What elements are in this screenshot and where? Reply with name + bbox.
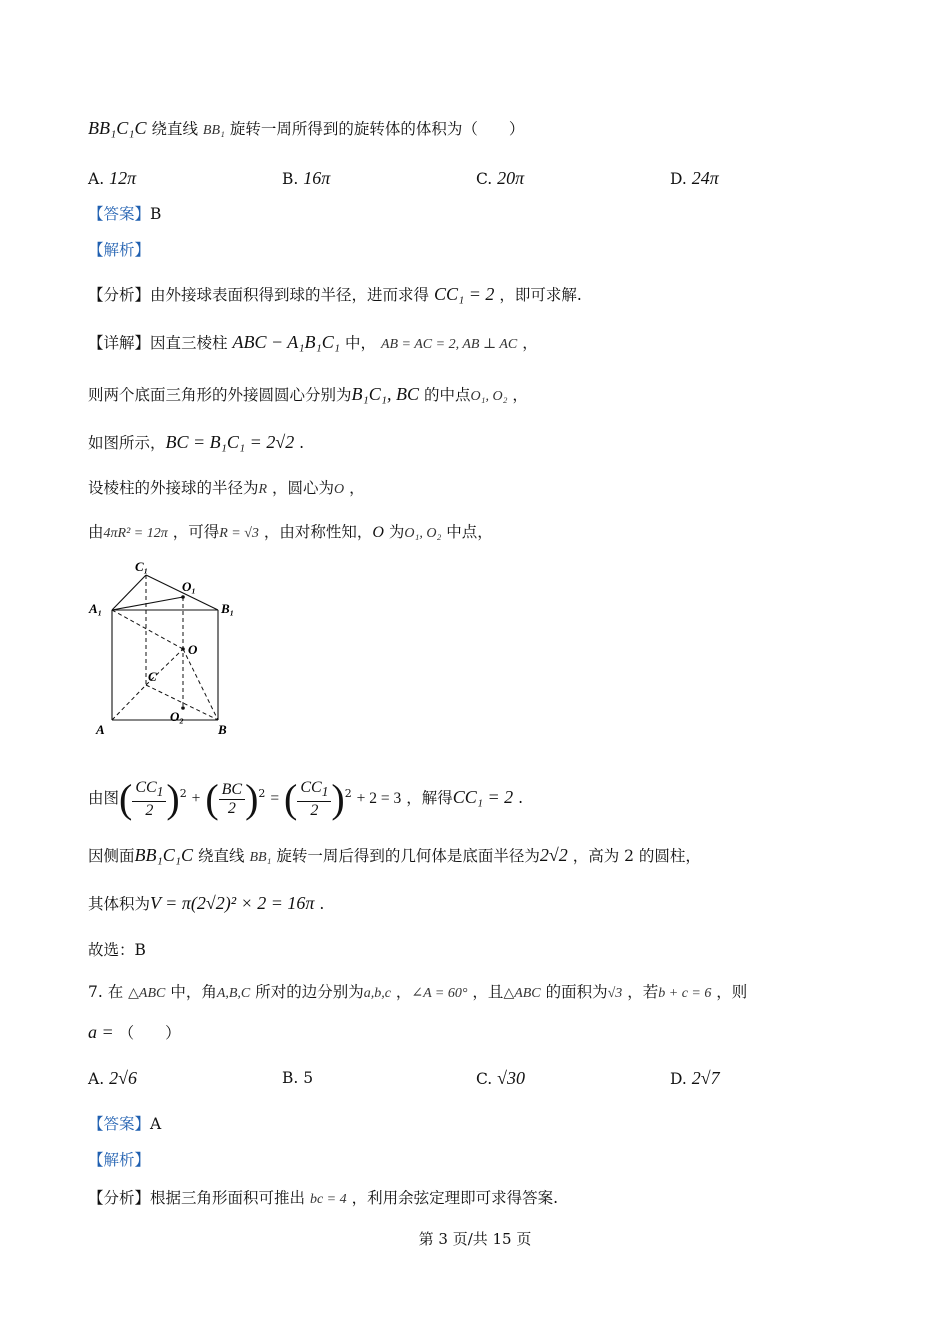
q7-answer: 【答案】A — [88, 1115, 162, 1133]
q6-xiangjie-3: 如图所示，BC = B₁C₁ = 2√2 . — [88, 432, 305, 452]
q7-fenxi: 【分析】根据三角形面积可推出 bc = 4 ，利用余弦定理即可求得答案. — [88, 1189, 559, 1207]
q6-equation: 由图( $\frac{CC_1}{2}$ )$^2$ + ( $\frac{BC}{2}$ )$^2$ = ( $\frac{CC_1}{2}$ )$^2$ + 2 = 3 ，解得CC₁ = 2 . — [88, 776, 524, 822]
q6-xiangjie-1: 【详解】因直三棱柱 ABC − A₁B₁C₁ 中， AB = AC = 2, AB ⊥ AC ， — [88, 332, 538, 352]
label-b: B — [218, 722, 227, 737]
q7-option-a: A. 2√6 — [88, 1068, 137, 1088]
q7-analysis-heading: 【解析】 — [88, 1151, 151, 1169]
q6-option-b: B. 16π — [282, 168, 331, 188]
q6-option-a: A. 12π — [88, 168, 137, 188]
q6-option-c: C. 20π — [476, 168, 525, 188]
q6-option-d: D. 24π — [670, 168, 719, 188]
q6-xiangjie-2: 则两个底面三角形的外接圆圆心分别为B₁C₁, BC 的中点O₁, O₂ ， — [88, 384, 528, 404]
label-c1: C₁ — [135, 559, 149, 574]
label-c: C — [148, 669, 157, 684]
page-footer: 第 3 页/共 15 页 — [418, 1230, 532, 1248]
prism-figure — [85, 555, 255, 745]
q6-fenxi: 【分析】由外接球表面积得到球的半径，进而求得 CC₁ = 2 ，即可求解. — [88, 284, 582, 304]
q7-option-c: C. √30 — [476, 1068, 526, 1088]
q7-stem: 7. 在 △ABC 中，角A,B,C 所对的边分别为a,b,c ，∠A = 60° ，且△ABC 的面积为√3 ，若b + c = 6 ，则 — [88, 983, 748, 1001]
label-o: O — [188, 642, 198, 657]
q6-volume: 其体积为V = π(2√2)² × 2 = 16π . — [88, 893, 325, 913]
q6-answer: 【答案】B — [88, 205, 162, 223]
label-o2: O₂ — [170, 709, 184, 724]
label-a1: A₁ — [89, 601, 103, 616]
q7-stem-line2: a = （ ） — [88, 1022, 181, 1042]
label-o1: O₁ — [182, 579, 196, 594]
label-b1: B₁ — [221, 601, 235, 616]
q7-option-d: D. 2√7 — [670, 1068, 720, 1088]
q6-stem: BB₁C₁C 绕直线 BB₁ 旋转一周所得到的旋转体的体积为（ ） — [88, 118, 525, 138]
q6-xiangjie-5: 由4πR² = 12π ，可得R = √3 ，由对称性知，O 为O₁, O₂ 中点， — [88, 523, 493, 541]
q6-analysis-heading: 【解析】 — [88, 241, 151, 259]
q6-choose: 故选：B — [88, 941, 146, 959]
q6-xiangjie-4: 设棱柱的外接球的半径为R ，圆心为O ， — [88, 479, 365, 497]
q6-side: 因侧面BB₁C₁C 绕直线 BB₁ 旋转一周后得到的几何体是底面半径为2√2 ，高为 2 的圆柱， — [88, 845, 701, 865]
q7-option-b: B. 5 — [282, 1069, 314, 1087]
label-a: A — [96, 722, 105, 737]
